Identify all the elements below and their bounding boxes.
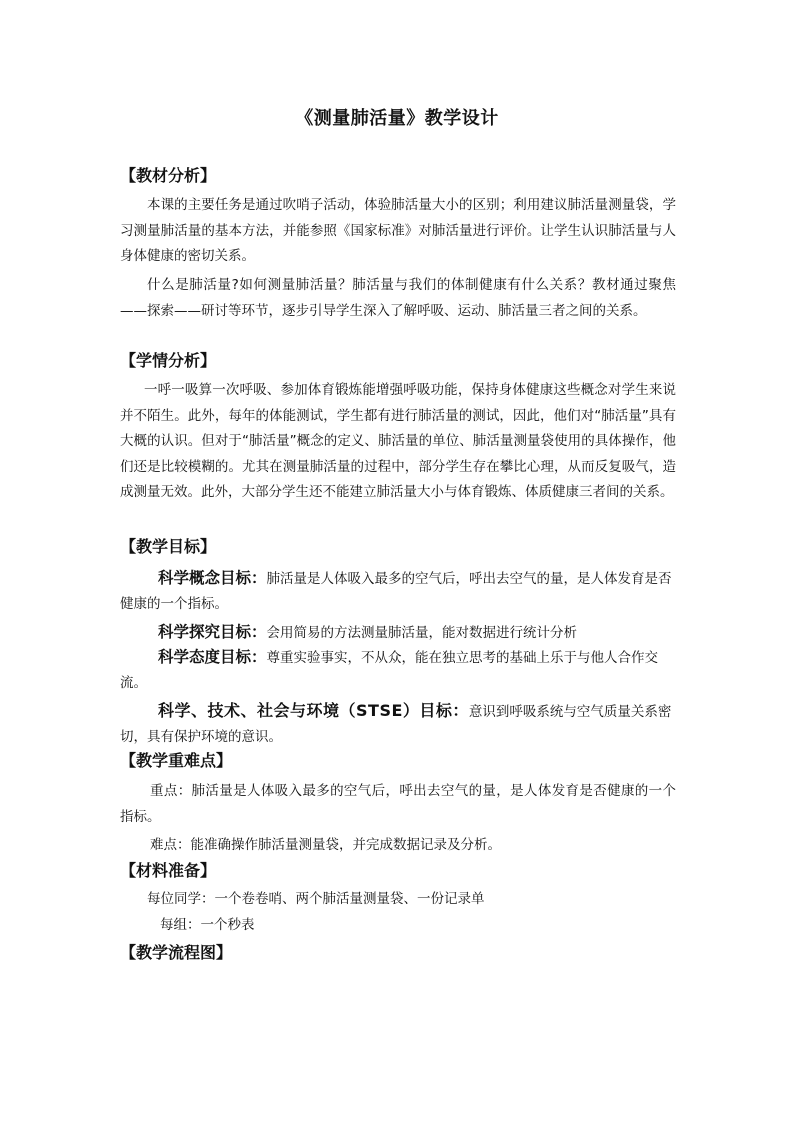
section-heading-flowchart: 【教学流程图】 [120, 943, 233, 962]
material-analysis-paragraph-1: 本课的主要任务是通过吹哨子活动，体验肺活量大小的区别；利用建议肺活量测量袋，学习测量肺活量的基本方法，并能参照《国家标准》对肺活量进行评价。让学生认识肺活量与人身体健康的密切关系。 [120, 197, 676, 264]
objective-attitude-label: 科学态度目标： [158, 648, 267, 666]
section-heading-materials: 【材料准备】 [120, 861, 217, 880]
objective-attitude [120, 645, 676, 696]
objective-concept-label: 科学概念目标： [158, 569, 267, 587]
objective-stse-text: 意识到呼吸系统与空气质量关系密切，具有保护环境的意识。 [120, 704, 672, 745]
page-title: 《测量肺活量》教学设计 [295, 108, 499, 129]
objective-inquiry-label: 科学探究目标： [158, 623, 267, 641]
objective-inquiry [120, 620, 676, 646]
materials-per-group: 每组：一个秒表 [160, 917, 255, 933]
objective-stse-label: 科学、技术、社会与环境（STSE）目标： [158, 701, 469, 720]
objective-inquiry-text: 会用简易的方法测量肺活量，能对数据进行统计分析 [266, 625, 578, 641]
section-heading-student-analysis: 【学情分析】 [120, 351, 217, 370]
difficult-point-text: 难点：能准确操作肺活量测量袋，并完成数据记录及分析。 [150, 837, 501, 853]
objective-concept [120, 566, 676, 617]
objective-attitude-text: 尊重实验事实，不从众，能在独立思考的基础上乐于与他人合作交流。 [120, 650, 659, 691]
student-analysis-paragraph: 一呼一吸算一次呼吸、参加体育锻炼能增强呼吸功能，保持身体健康这些概念对学生来说并不陌生。此外，每年的体能测试，学生都有进行肺活量的测试，因此，他们对“肺活量”具有大概的认识。但对于“肺活量”概念的定义、肺活量的单位、肺活量测量袋使用的具体操作，他们还是比较模糊的。尤其在测量肺活量的过程中，部分学生存在攀比心理，从而反复吸气，造成测量无效。此外，大部分学生还不能建立肺活量大小与体育锻炼、体质健康三者间的关系。 [120, 382, 676, 500]
section-heading-material-analysis: 【教材分析】 [120, 166, 217, 185]
materials-per-student: 每位同学：一个卷卷哨、两个肺活量测量袋、一份记录单 [147, 891, 485, 907]
material-analysis-paragraph-2: 什么是肺活量?如何测量肺活量？肺活量与我们的体制健康有什么关系？教材通过聚焦——探索——研讨等环节，逐步引导学生深入了解呼吸、运动、肺活量三者之间的关系。 [120, 277, 676, 319]
section-heading-key-points: 【教学重难点】 [120, 751, 233, 770]
section-heading-objectives: 【教学目标】 [120, 537, 217, 556]
objective-stse [120, 698, 676, 750]
objective-concept-text: 肺活量是人体吸入最多的空气后，呼出去空气的量，是人体发育是否健康的一个指标。 [120, 571, 672, 612]
key-point-text: 重点：肺活量是人体吸入最多的空气后，呼出去空气的量，是人体发育是否健康的一个指标。 [120, 783, 676, 825]
